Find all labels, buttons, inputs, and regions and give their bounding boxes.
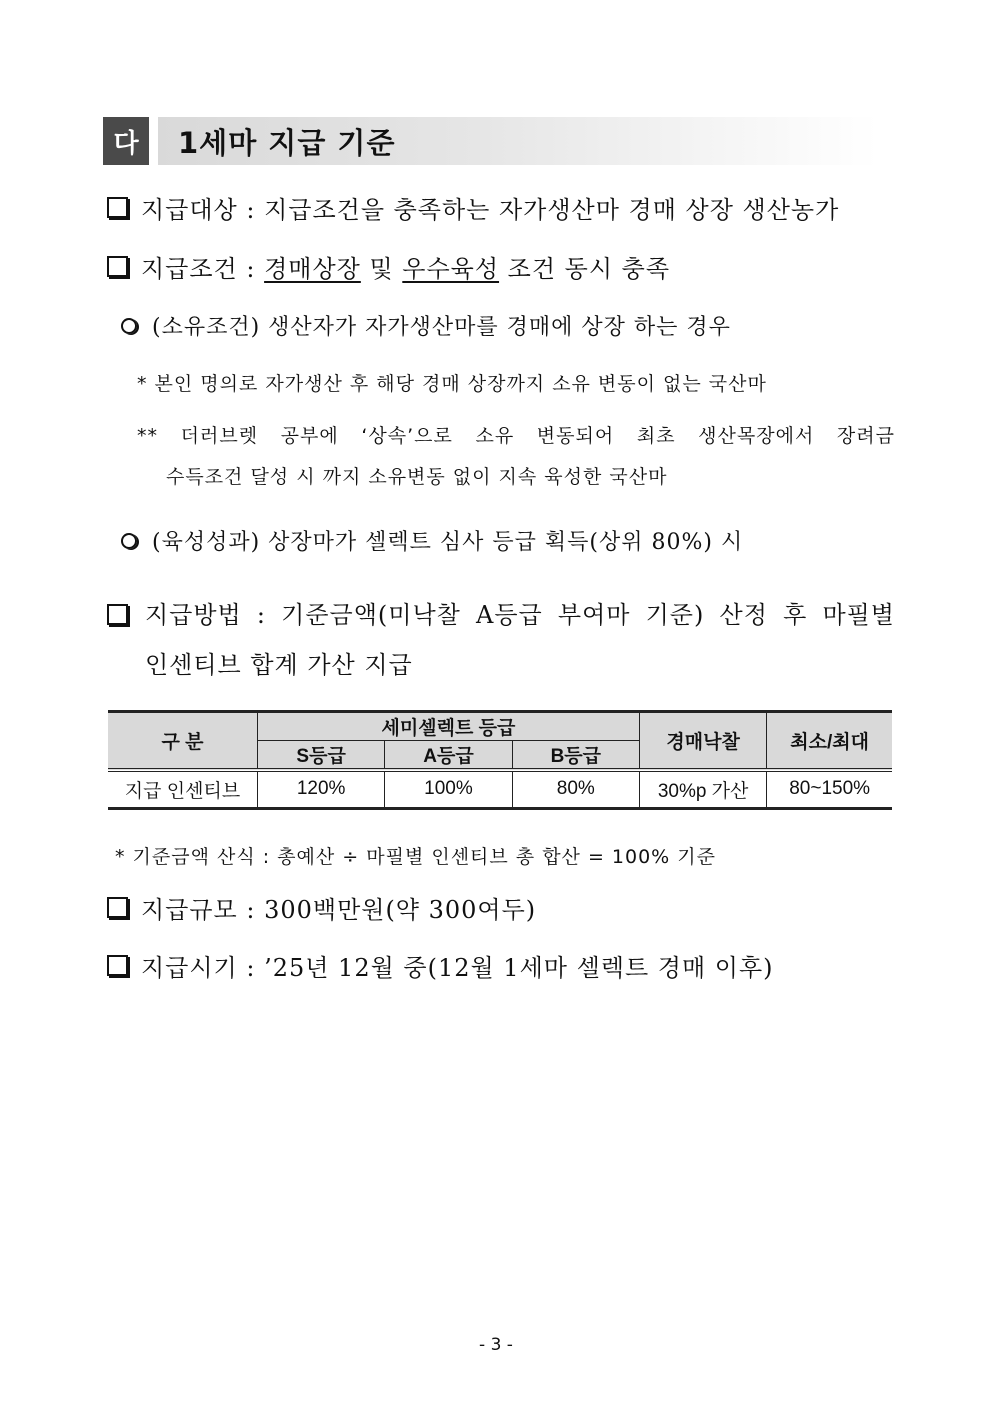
formula-note: * 기준금액 산식 : 총예산 ÷ 마필별 인센티브 총 합산 = 100% 기준 [115,846,716,868]
condition-prefix: 지급조건 : [141,255,265,283]
table-cell-s: 120% [257,770,384,808]
page-number: - 3 - [479,1335,513,1355]
section-marker [103,117,149,165]
table-row [108,770,892,808]
table-header-category: 구 분 [108,712,257,771]
table-header-grade-a: A등급 [385,741,512,771]
table-cell-a: 100% [385,770,512,808]
table-cell-auction: 30%p 가산 [639,770,766,808]
payment-target: 지급대상 : 지급조건을 충족하는 자가생산마 경매 상장 생산농가 [141,196,840,224]
note-ownership-2-line1: ** 더러브렛 공부에 ‘상속’으로 소유 변동되어 최초 생산목장에서 장려금 [137,425,895,447]
payment-scale: 지급규모 : 300백만원(약 300여두) [141,896,537,924]
payment-method-line2: 인센티브 합계 가산 지급 [145,651,413,679]
incentive-table [108,710,892,810]
ownership-condition: (소유조건) 생산자가 자가생산마를 경매에 상장 하는 경우 [152,315,731,340]
checkbox-square-icon [107,604,128,625]
table-header-minmax: 최소/최대 [767,712,892,771]
payment-timing: 지급시기 : ’25년 12월 중(12월 1세마 셀렉트 경매 이후) [141,954,774,982]
table-header-grade-s: S등급 [257,741,384,771]
bullet-circle-icon [121,318,137,334]
checkbox-square-icon [107,955,128,976]
note-ownership-1: * 본인 명의로 자가생산 후 해당 경매 상장까지 소유 변동이 없는 국산마 [137,373,767,395]
payment-condition [141,249,670,284]
table-cell-label: 지급 인센티브 [108,770,257,808]
checkbox-square-icon [107,897,128,918]
table-header-auction: 경매낙찰 [639,712,766,771]
section-marker-text: 다 [113,128,139,159]
bullet-circle-icon [121,533,137,549]
table-header-grade-b: B등급 [512,741,639,771]
table-header-grade-group: 세미셀렉트 등급 [257,712,639,741]
performance-condition: (육성성과) 상장마가 셀렉트 심사 등급 획득(상위 80%) 시 [152,530,744,555]
table-header-row [108,712,892,741]
payment-method-line1: 지급방법 : 기준금액(미낙찰 A등급 부여마 기준) 산정 후 마필별 [145,601,895,629]
condition-suffix: 조건 동시 충족 [499,255,671,283]
checkbox-square-icon [107,197,128,218]
condition-excellent-rearing: 우수육성 [402,255,500,283]
checkbox-square-icon [107,256,128,277]
condition-auction-listing: 경매상장 [264,255,361,283]
table-cell-minmax: 80~150% [767,770,892,808]
table-cell-b: 80% [512,770,639,808]
note-ownership-2-line2: 수득조건 달성 시 까지 소유변동 없이 지속 육성한 국산마 [166,466,668,488]
section-title: 1세마 지급 기준 [178,126,396,160]
condition-and: 및 [360,255,403,283]
